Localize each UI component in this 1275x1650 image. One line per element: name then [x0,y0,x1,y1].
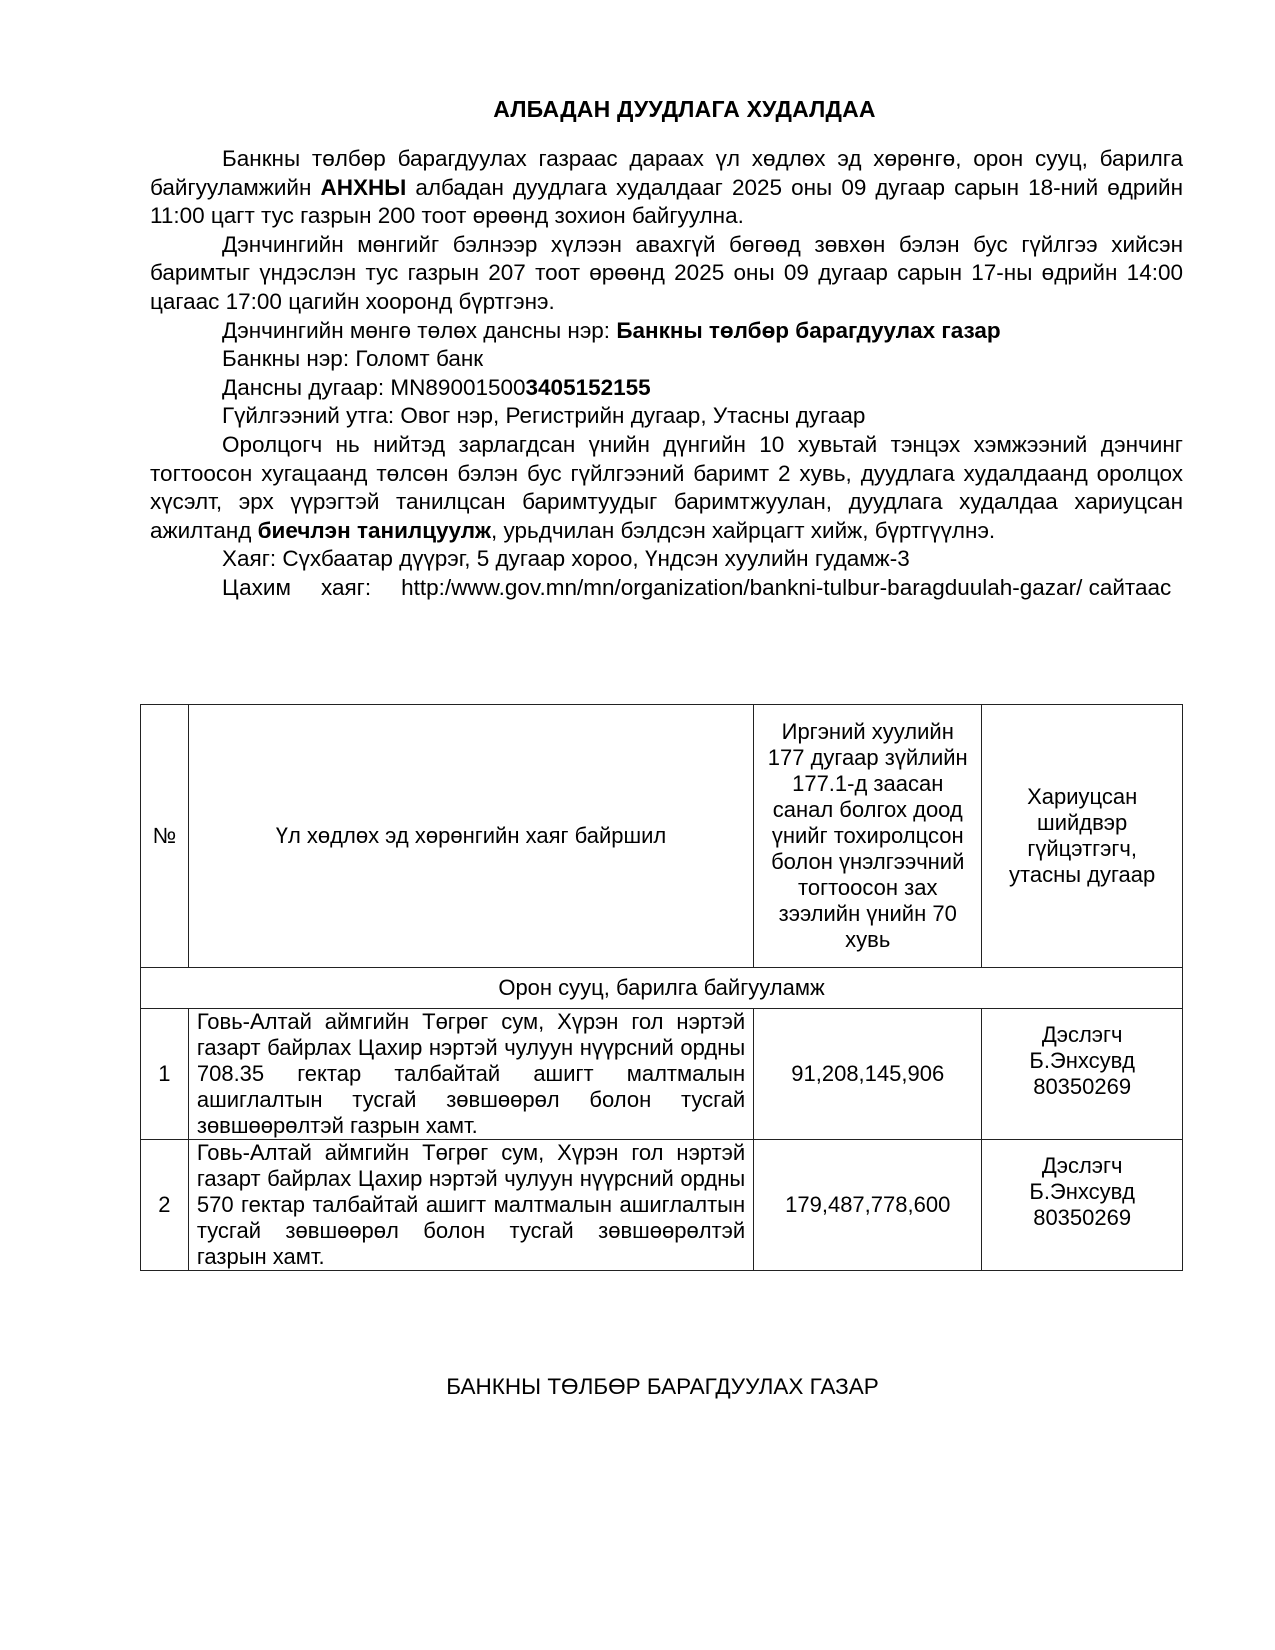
header-price: Иргэний хуулийн 177 дугаар зүйлийн 177.1-д заасан санал болгох доод үнийг тохиролцсон болон үнэлгээчний тогтоосон зах зээлийн үнийн 70 хувь [754,705,982,968]
account-name-line [150,317,1183,346]
account-number-label: Дансны дугаар: [222,374,391,400]
address-label: Хаяг: [222,546,283,572]
requirements-bold: биечлэн танилцуулж [257,517,492,543]
officer-title: Дэслэгч [1041,1153,1123,1178]
row-address: Говь-Алтай аймгийн Төгрөг сум, Хүрэн гол нэртэй газарт байрлах Цахир нэртэй чулуун нүүрсний ордны 708.35 гектар талбайтай ашигт малтмалын ашиглалтын тусгай зөвшөөрөл болон тусгай зөвшөөрөлтэй газрын хамт. [188,1009,753,1140]
row-officer [982,1140,1183,1271]
intro-p1-text-b: албадан дуудлага худалдааг 2025 оны 09 дугаар сарын 18-ний өдрийн 11:00 цагт тус газрын 200 тоот өрөөнд зохион байгуулна. [150,174,1183,229]
announcement-body [150,145,1183,603]
officer-name: Б.Энхсувд [1029,1179,1135,1204]
document-title: АЛБАДАН ДУУДЛАГА ХУДАЛДАА [493,96,876,122]
officer-phone: 80350269 [1033,1074,1132,1099]
issuer-signature: БАНКНЫ ТӨЛБӨР БАРАГДУУЛАХ ГАЗАР [446,1374,879,1399]
transaction-purpose-value: Овог нэр, Регистрийн дугаар, Утасны дугаар [400,403,866,429]
row-officer [982,1009,1183,1140]
row-number: 1 [141,1009,189,1140]
bank-name-line [150,345,1183,374]
table-header-row [141,705,1183,968]
officer-title: Дэслэгч [1041,1022,1123,1047]
website-label-1: Цахим [222,574,291,600]
row-price: 91,208,145,906 [754,1009,982,1140]
row-price: 179,487,778,600 [754,1140,982,1271]
intro-p1-text-a: Банкны төлбөр барагдуулах газраас дараах үл хөдлөх эд хөрөнгө, орон сууц, барилга байгууламжийн [150,146,1183,200]
table-row [141,1140,1183,1271]
address-value: Сүхбаатар дүүрэг, 5 дугаар хороо, Үндсэн хуулийн гудамж-3 [282,546,910,572]
account-number-bold: 3405152155 [525,374,651,400]
header-officer: Хариуцсан шийдвэр гүйцэтгэгч, утасны дугаар [982,705,1183,968]
transaction-purpose-line [150,402,1183,431]
header-number: № [141,705,189,968]
row-address: Говь-Алтай аймгийн Төгрөг сум, Хүрэн гол нэртэй газарт байрлах Цахир нэртэй чулуун нүүрсний ордны 570 гектар талбайтай ашигт малтмалын ашиглалтын тусгай зөвшөөрөл болон тусгай зөвшөөрөлтэй газрын хамт. [188,1140,753,1271]
website-url: http:/www.gov.mn/mn/organization/bankni-tulbur-baragduulah-gazar/ [401,574,1083,600]
account-number-prefix: MN89001500 [390,374,526,400]
row-number: 2 [141,1140,189,1271]
bank-name-label: Банкны нэр: [222,346,356,372]
intro-paragraph-1 [150,145,1183,231]
account-name-label: Дэнчингийн мөнгө төлөх дансны нэр: [222,317,617,343]
header-address: Үл хөдлөх эд хөрөнгийн хаяг байршил [188,705,753,968]
section-title: Орон сууц, барилга байгууламж [141,968,1183,1009]
document-page [150,96,1183,603]
auction-items-table [140,704,1183,1271]
officer-phone: 80350269 [1033,1205,1132,1230]
table-section-row [141,968,1183,1009]
website-suffix: сайтаас [1088,574,1172,600]
website-label-2: хаяг: [320,574,372,600]
bank-name-value: Голомт банк [355,346,484,372]
intro-p1-bold: АНХНЫ [320,174,407,200]
transaction-purpose-label: Гүйлгээний утга: [222,403,401,429]
requirements-text-a: Оролцогч нь нийтэд зарлагдсан үнийн дүнгийн 10 хувьтай тэнцэх хэмжээний дэнчинг тогтоосон хугацаанд төлсөн бэлэн бус гүйлгээний баримт 2 хувь, дуудлага худалдаанд оролцох хүсэлт, эрх үүрэгтэй танилцсан баримтуудыг баримтжуулан, дуудлага худалдаа хариуцсан ажилтанд [150,431,1183,543]
account-number-line [150,374,1183,403]
officer-name: Б.Энхсувд [1029,1048,1135,1073]
intro-paragraph-2: Дэнчингийн мөнгийг бэлнээр хүлээн авахгүй бөгөөд зөвхөн бэлэн бус гүйлгээ хийсэн баримтыг үндэслэн тус газрын 207 тоот өрөөнд 2025 оны 09 дугаар сарын 17-ны өдрийн 14:00 цагаас 17:00 цагийн хооронд бүртгэнэ. [150,231,1183,314]
table-row [141,1009,1183,1140]
participant-requirements-paragraph [150,431,1183,545]
address-line [150,545,1183,574]
website-line [150,574,1183,603]
account-name-value: Банкны төлбөр барагдуулах газар [616,317,1001,343]
requirements-text-b: , урьдчилан бэлдсэн хайрцагт хийж, бүртгүүлнэ. [491,517,996,543]
